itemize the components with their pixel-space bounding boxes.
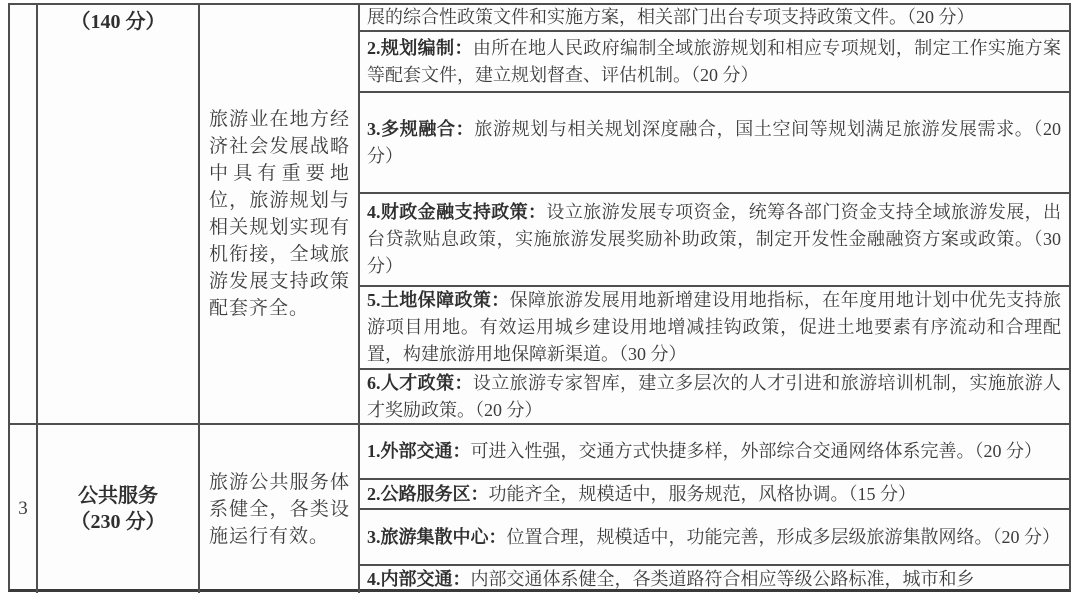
- criteria-text: 保障旅游发展用地新增建设用地指标，在年度用地计划中优先支持旅游项目用地。有效运用城乡建设用地增减挂钩政策，促进土地要素有序流动和合理配置，构建旅游用地保障新渠道。（30 分）: [367, 290, 1062, 364]
- table-section-policy: [10, 5, 1069, 423]
- criteria-text: 功能齐全，规模适中，服务规范，风格协调。（15 分）: [488, 483, 916, 504]
- criteria-term: 4.财政金融支持政策：: [367, 202, 547, 222]
- criteria-term: 2.公路服务区：: [367, 483, 489, 504]
- rank-cell: 3: [10, 425, 38, 593]
- criteria-text: 设立旅游专家智库，建立多层次的人才引进和旅游培训机制，实施旅游人才奖励政策。（20 分）: [367, 372, 1062, 420]
- criteria-term: 3.多规融合：: [367, 118, 475, 139]
- criteria-text: 由所在地人民政府编制全域旅游规划和相应专项规划，制定工作实施方案等配套文件，建立规划督查、评估机制。（20 分）: [367, 37, 1062, 85]
- criteria-term: 6.人才政策：: [367, 372, 473, 393]
- criteria-term: 3.旅游集散中心：: [367, 526, 507, 547]
- criteria-text: 旅游规划与相关规划深度融合，国土空间等规划满足旅游发展需求。（20 分）: [367, 118, 1061, 166]
- category-score: （230 分）: [70, 511, 166, 533]
- description-cell: [200, 425, 360, 593]
- description-text: 旅游业在地方经济社会发展战略中具有重要地位，旅游规划与相关规划实现有机衔接，全域旅游发展支持政策配套齐全。: [209, 109, 350, 319]
- category-cell: [38, 425, 200, 593]
- criteria-item: [360, 425, 1069, 478]
- criteria-item: [360, 5, 1069, 30]
- grade-criteria-table: [8, 3, 1071, 592]
- rank-cell: [10, 5, 38, 423]
- category-cell: [38, 5, 200, 423]
- criteria-text: 设立旅游发展专项资金，统筹各部门资金支持全域旅游发展，出台贷款贴息政策，实施旅游发展奖励补助政策，制定开发性金融融资方案或政策。（30 分）: [367, 202, 1061, 276]
- criteria-text: 内部交通体系健全，各类道路符合相应等级公路标准，城市和乡: [470, 569, 975, 589]
- criteria-term: 2.规划编制：: [367, 37, 473, 58]
- criteria-term: 5.土地保障政策：: [367, 290, 510, 310]
- criteria-text: 位置合理，规模适中，功能完善，形成多层级旅游集散网络。（20 分）: [506, 526, 1060, 547]
- criteria-item: [360, 478, 1069, 508]
- criteria-item: [360, 30, 1069, 91]
- category-score: （140 分）: [70, 11, 166, 33]
- criteria-item: [360, 285, 1069, 368]
- criteria-item: [360, 368, 1069, 423]
- criteria-item: [360, 91, 1069, 192]
- criteria-term: 1.外部交通：: [367, 441, 471, 461]
- criteria-list: [360, 425, 1069, 593]
- criteria-text: 可进入性强，交通方式快捷多样，外部综合交通网络体系完善。（20 分）: [470, 441, 1042, 461]
- table-section-public-service: [10, 423, 1069, 593]
- criteria-term: 4.内部交通：: [367, 569, 471, 589]
- criteria-text: 展的综合性政策文件和实施方案，相关部门出台专项支持政策文件。（20 分）: [367, 7, 975, 27]
- criteria-item: [360, 508, 1069, 564]
- category-title: 公共服务: [78, 485, 158, 507]
- criteria-list: [360, 5, 1069, 423]
- criteria-item: [360, 564, 1069, 593]
- criteria-item: [360, 192, 1069, 285]
- description-text: 旅游公共服务体系健全，各类设施运行有效。: [209, 471, 350, 547]
- description-cell: [200, 5, 360, 423]
